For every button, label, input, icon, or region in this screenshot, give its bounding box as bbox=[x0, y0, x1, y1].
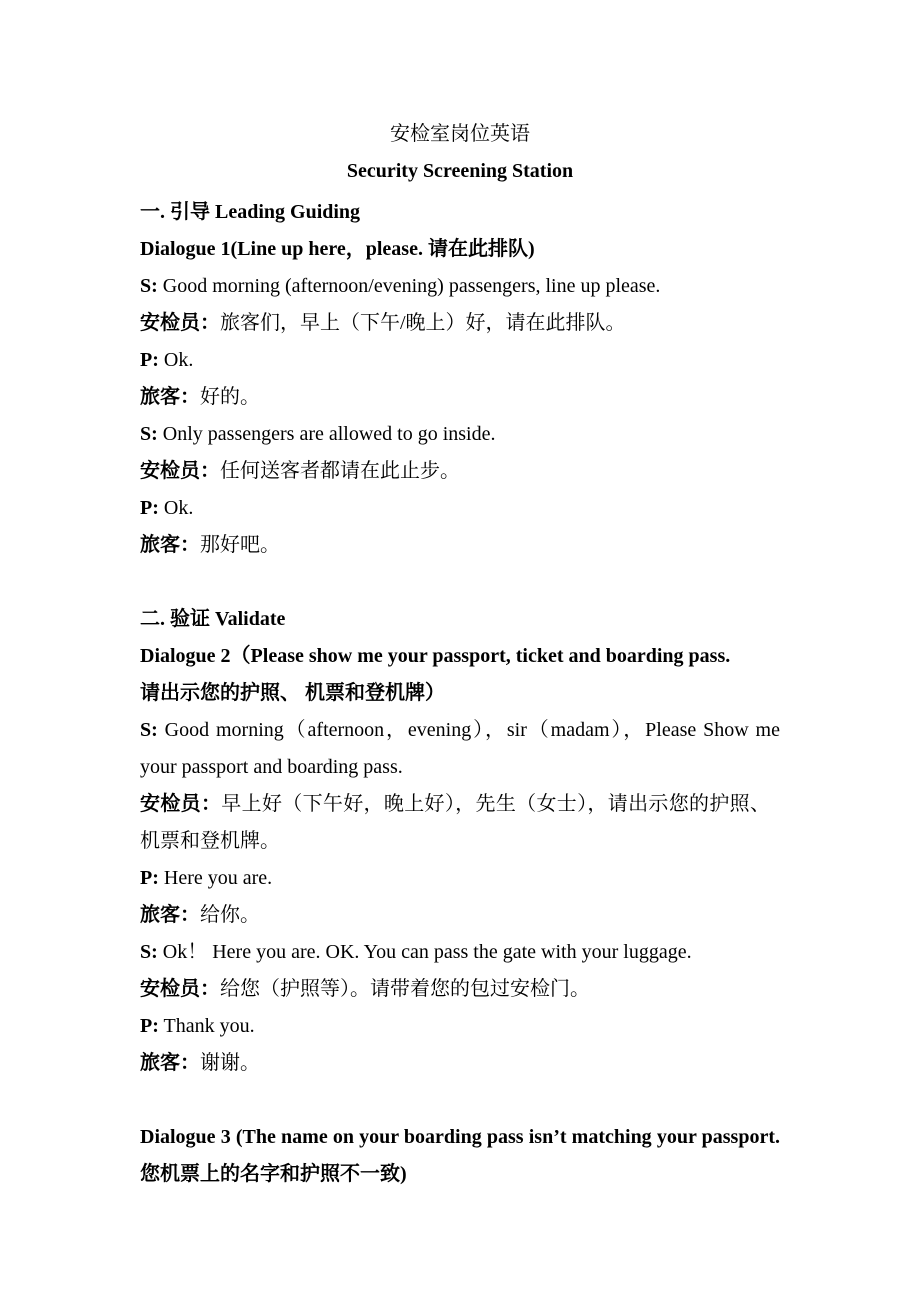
speaker-label: 安检员： bbox=[140, 978, 220, 1000]
dialogue-line-wrapped bbox=[140, 786, 770, 860]
dialogue-text: Only passengers are allowed to go inside. bbox=[157, 423, 496, 445]
dialogue-text: Ok. bbox=[158, 349, 194, 371]
dialogue-text: 谢谢。 bbox=[200, 1052, 260, 1074]
dialogue-1-title: Dialogue 1(Line up here，please. 请在此排队) bbox=[140, 238, 535, 260]
dialogue-text: 那好吧。 bbox=[200, 534, 280, 556]
section-heading-validate: 二. 验证 Validate bbox=[140, 608, 286, 630]
dialogue-text: Here you are. bbox=[158, 867, 273, 889]
dialogue-line bbox=[140, 527, 780, 564]
dialogue-line bbox=[140, 268, 780, 305]
dialogue-3-title: Dialogue 3 (The name on your boarding pass isn’t matching your passport.您机票上的名字和护照不一致) bbox=[140, 1126, 780, 1185]
dialogue-text: 旅客们，早上（下午/晚上）好，请在此排队。 bbox=[220, 312, 626, 334]
speaker-label: S: bbox=[140, 941, 158, 963]
dialogue-text: 给您（护照等）。请带着您的包过安检门。 bbox=[220, 978, 590, 1000]
dialogue-text: Good morning（afternoon，evening），sir（madam），Please Show me your passport and boarding pass. bbox=[140, 719, 780, 778]
dialogue-text: 好的。 bbox=[200, 386, 260, 408]
speaker-label: 旅客： bbox=[140, 386, 200, 408]
speaker-label: S: bbox=[140, 719, 158, 741]
dialogue-line bbox=[140, 379, 780, 416]
dialogue-text: 给你。 bbox=[200, 904, 260, 926]
section-heading-leading-guiding: 一. 引导 Leading Guiding bbox=[140, 201, 361, 223]
speaker-label: 旅客： bbox=[140, 904, 200, 926]
speaker-label: 旅客： bbox=[140, 1052, 200, 1074]
dialogue-line bbox=[140, 971, 780, 1008]
speaker-label: P: bbox=[140, 867, 159, 889]
document-title-chinese: 安检室岗位英语 bbox=[390, 123, 530, 145]
speaker-label: S: bbox=[140, 275, 158, 297]
dialogue-text: Good morning (afternoon/evening) passengers, line up please. bbox=[157, 275, 661, 297]
speaker-label: 安检员： bbox=[140, 312, 220, 334]
dialogue-line bbox=[140, 1008, 780, 1045]
speaker-label: P: bbox=[140, 1015, 159, 1037]
dialogue-line bbox=[140, 1045, 780, 1082]
paragraph-spacer bbox=[140, 564, 780, 601]
speaker-label: P: bbox=[140, 497, 159, 519]
speaker-label: 旅客： bbox=[140, 534, 200, 556]
dialogue-text: Ok. bbox=[158, 497, 194, 519]
paragraph-spacer bbox=[140, 1082, 780, 1119]
document-title-english: Security Screening Station bbox=[346, 160, 574, 182]
speaker-label: 安检员： bbox=[140, 460, 220, 482]
dialogue-line bbox=[140, 416, 780, 453]
dialogue-line-wrapped bbox=[140, 712, 780, 786]
dialogue-line bbox=[140, 860, 780, 897]
dialogue-2-title-line-1: Dialogue 2（Please show me your passport, ticket and boarding pass. bbox=[140, 645, 731, 667]
speaker-label: 安检员： bbox=[140, 793, 222, 815]
dialogue-line bbox=[140, 934, 780, 971]
dialogue-line bbox=[140, 342, 780, 379]
dialogue-line bbox=[140, 453, 780, 490]
dialogue-text: Ok！ Here you are. OK. You can pass the gate with your luggage. bbox=[157, 941, 692, 963]
dialogue-text: 任何送客者都请在此止步。 bbox=[220, 460, 460, 482]
dialogue-text: 早上好（下午好，晚上好），先生（女士），请出示您的护照、机票和登机牌。 bbox=[140, 793, 771, 852]
speaker-label: S: bbox=[140, 423, 158, 445]
dialogue-2-title-line-2: 请出示您的护照、 机票和登机牌） bbox=[140, 682, 445, 704]
dialogue-line bbox=[140, 897, 780, 934]
document-body bbox=[140, 194, 780, 1193]
dialogue-line bbox=[140, 305, 780, 342]
dialogue-line bbox=[140, 490, 780, 527]
speaker-label: P: bbox=[140, 349, 159, 371]
dialogue-text: Thank you. bbox=[158, 1015, 255, 1037]
